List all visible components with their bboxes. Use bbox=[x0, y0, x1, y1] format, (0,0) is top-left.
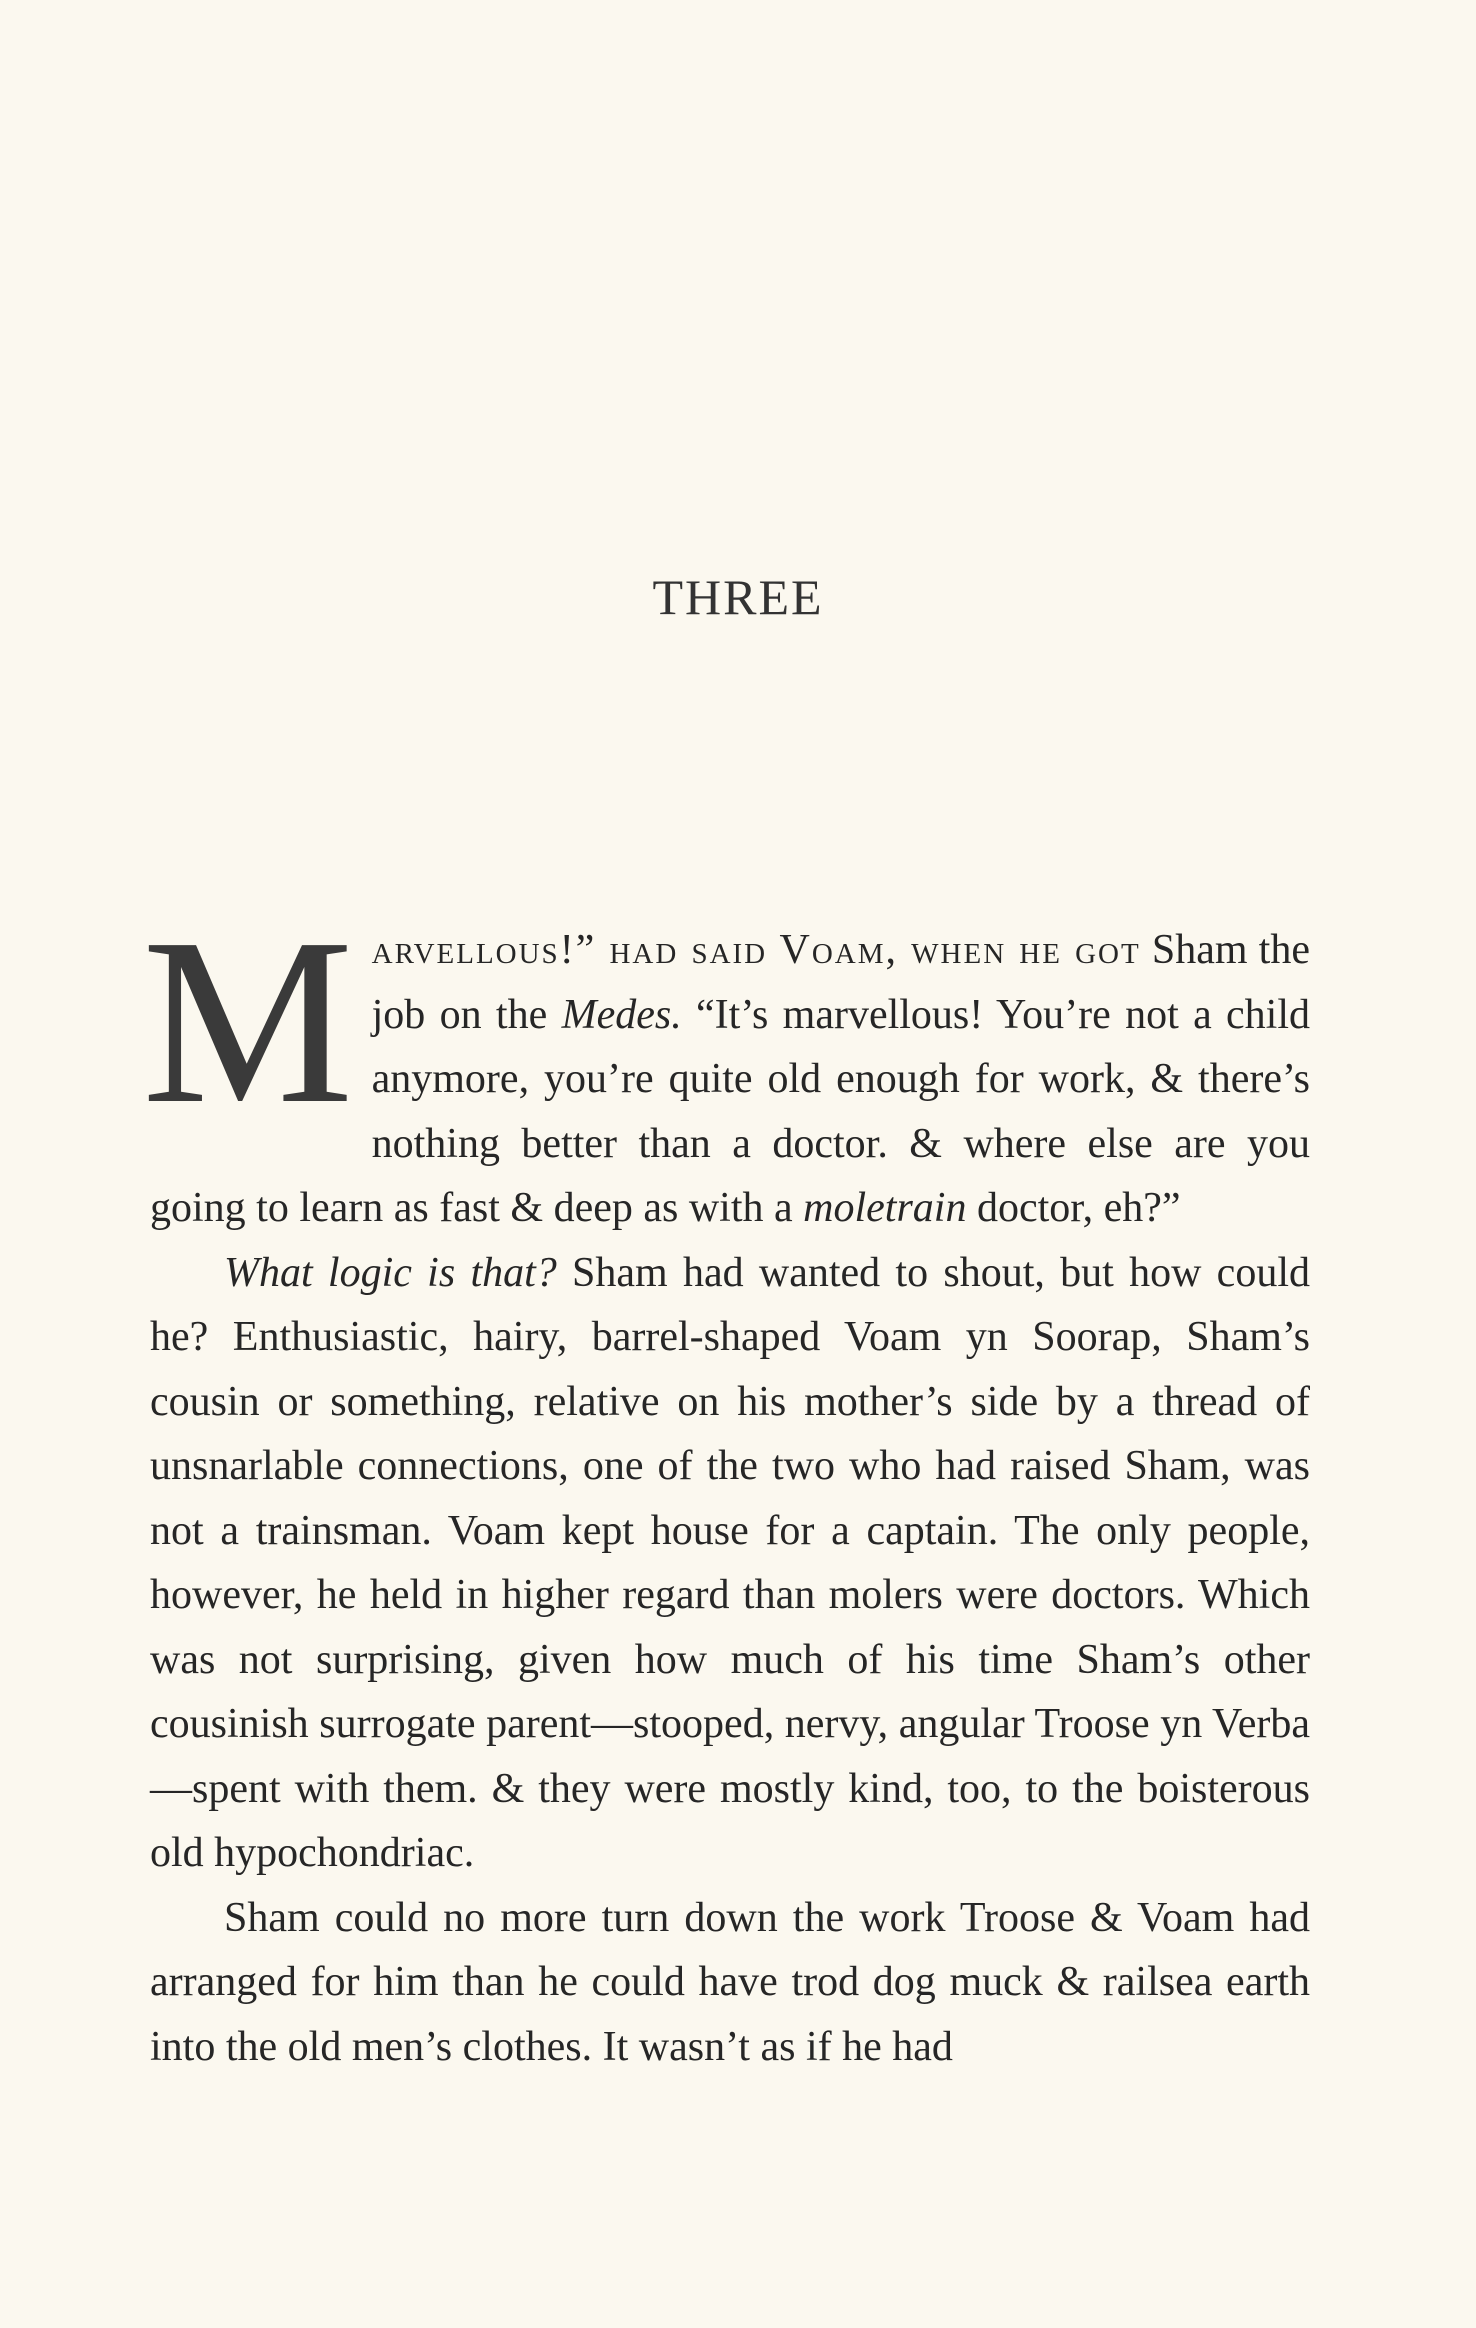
logic-question-italic: What logic is that? bbox=[224, 1249, 557, 1296]
paragraph-1-text-a: Sham the job on the bbox=[371, 927, 1310, 1038]
drop-cap: M bbox=[142, 890, 354, 1153]
paragraph-2 bbox=[150, 1241, 1310, 1886]
paragraph-2-text: Sham had wanted to shout, but how could he? Enthusiastic, hairy, barrel-shaped Voam yn Soorap, Sham’s cousin or something, relative on his mother’s side by a thread of unsnarlable connections, one of the two who had raised Sham, was not a trainsman. Voam kept house for a captain. The only people, however, he held in higher regard than molers were doctors. Which was not surprising, given how much of his time Sham’s other cousinish surrogate parent—stooped, nervy, angular Troose yn Verba—spent with them. & they were mostly kind, too, to the boisterous old hypochondriac. bbox=[150, 1249, 1310, 1876]
paragraph-3 bbox=[150, 1886, 1310, 2080]
paragraph-3-text: Sham could no more turn down the work Troose & Voam had arranged for him than he could have trod dog muck & railsea earth into the old men’s clothes. It wasn’t as if he had bbox=[150, 1894, 1310, 2070]
paragraph-1 bbox=[142, 890, 1311, 1241]
paragraph-1-text-b: “It’s marvellous! You’re not a child anymore, you’re quite old enough for work, & there’s nothing better than a doctor. & where else are you going to learn as fast & deep as with a bbox=[150, 991, 1311, 1231]
paragraph-1-text-c: doctor, eh?” bbox=[966, 1185, 1181, 1231]
small-caps-lead: arvellous!” had said Voam, when he got bbox=[371, 927, 1141, 973]
moletrain-italic: moletrain bbox=[803, 1185, 967, 1231]
body-text bbox=[142, 890, 1311, 2079]
ship-name-italic: Medes. bbox=[561, 991, 682, 1038]
chapter-title: THREE bbox=[652, 569, 824, 625]
